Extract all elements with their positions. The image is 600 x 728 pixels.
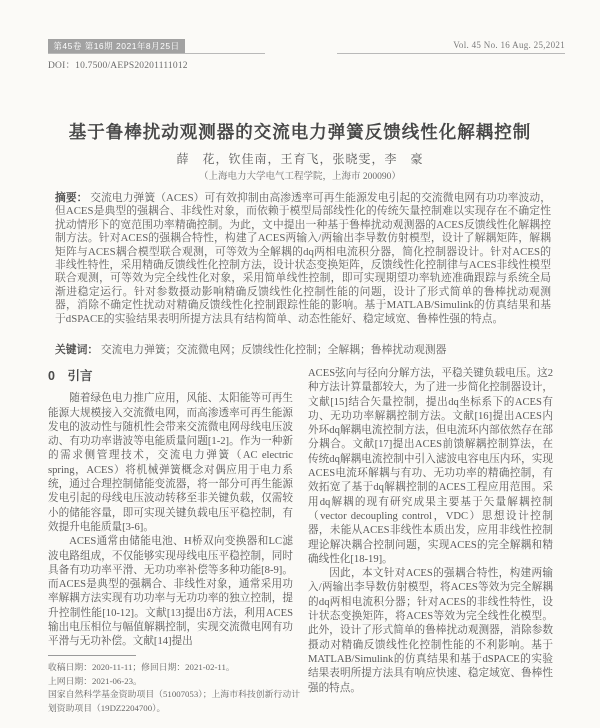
abstract-label: 摘要：: [55, 192, 88, 204]
right-column: [308, 367, 553, 714]
header-rule-right: [337, 53, 565, 54]
header-rule-left: [48, 53, 265, 54]
authors-line: 薛 花，钦佳南，王育飞，张晓雯，李 豪: [176, 152, 424, 166]
volume-info-en: Vol. 45 No. 16 Aug. 25,2021: [453, 40, 565, 50]
paragraph-intro-2: ACES通常由储能电池、H桥双向变换器和LC滤波电路组成，不仅能够实现母线电压平稳控制，同时具备有功功率平滑、无功功率补偿等多种功能[8-9]。而ACES是典型的强耦合、非线性对象，通常采用功率解耦方法实现有功功率与无功功率的独立控制，提升控制性能[10-12]。文献[13]提出δ方法，利用ACES输出电压相位与幅值解耦控制，实现交流微电网有功平滑与无功补偿。文献[14]提出: [48, 536, 293, 648]
keywords-block: [55, 344, 551, 357]
funding-note: 国家自然科学基金资助项目（51007053）；上海市科技创新行动计划资助项目（19DZ2204700）。: [48, 689, 300, 713]
footnote-divider: [48, 655, 136, 656]
footnote-block: [48, 655, 300, 715]
received-revised-dates: 收稿日期：2020-11-11；修回日期：2021-02-11。: [48, 662, 235, 672]
issue-badge: 第45卷 第16期 2021年8月25日: [48, 39, 185, 53]
online-date: 上网日期：2021-06-23。: [48, 675, 142, 686]
paper-title: 基于鲁棒扰动观测器的交流电力弹簧反馈线性化解耦控制: [68, 122, 532, 142]
affiliation-line: （上海电力大学电气工程学院，上海市 200090）: [199, 172, 401, 182]
left-column: [48, 367, 293, 652]
keywords-text: 交流电力弹簧；交流微电网；反馈线性化控制；全解耦；鲁棒扰动观测器: [100, 344, 447, 356]
paragraph-intro-3: ACES弦向与径向分解方法，平稳关键负载电压。这2种方法计算量都较大，为了进一步简化控制器设计，文献[15]结合矢量控制，提出dq坐标系下的ACES有功、无功功率解耦控制方法。文献[16]提出ACES内外环dq解耦电流控制方法，但电流环内部依然存在部分耦合。文献[17]提出ACES前馈解耦控制算法，在传统dq解耦电流控制中引入滤波电容电压内环，实现ACES电流环解耦与有功、无功功率的精确控制，有效拓宽了基于dq解耦控制的ACES工程应用范围。采用dq解耦的现有研究成果主要基于矢量解耦控制（vector decoupling control，VDC）思想设计控制器，未能从ACES非线性本质出发，应用非线性控制理论解决耦合控制问题，实现ACES的完全解耦和精确线性化[18-19]。: [308, 368, 553, 565]
paragraph-intro-4: 因此，本文针对ACES的强耦合特性，构建两输入/两输出李导数仿射模型，将ACES等效为完全解耦的dq两相电流积分器；针对ACES的非线性特性，设计状态变换矩阵，将ACES等效为完全线性化模型。此外，设计了形式简单的鲁棒扰动观测器，消除参数摄动对精确反馈线性化控制性能的不利影响。基于MATLAB/Simulink的仿真结果和基于dSPACE的实验结果表明所提方法具有响应快速、稳定域宽、鲁棒性强的特点。: [308, 568, 553, 694]
keywords-label: 关键词：: [55, 344, 99, 356]
paragraph-intro-1: 随着绿色电力推广应用，风能、太阳能等可再生能源大规模接入交流微电网，而高渗透率可再生能源发电的波动性与随机性会带来交流微电网母线电压波动、有功功率谐波等电能质量问题[1-2]。作为一种新的需求侧管理技术，交流电力弹簧（AC electric spring，ACES）将机械弹簧概念对偶应用于电力系统，通过合理控制储能变流器，将一部分可再生能源发电引起的母线电压波动转移至非关键负载，仅需较小的储能容量，即可实现关键负载电压平稳控制，有效提升电能质量[3-6]。: [48, 393, 293, 533]
doi-text: DOI：10.7500/AEPS20201111012: [48, 61, 188, 71]
abstract-block: [55, 192, 551, 326]
abstract-text: 交流电力弹簧（ACES）可有效抑制由高渗透率可再生能源发电引起的交流微电网有功功率波动，但ACES是典型的强耦合、非线性对象，而依赖于模型局部线性化的传统矢量控制难以实现存在不确定性扰动情形下的宽范围功率精确控制。为此，文中提出一种基于鲁棒扰动观测器的ACES反馈线性化解耦控制方法。针对ACES的强耦合特性，构建了ACES两输入/两输出李导数仿射模型，设计了解耦矩阵，解耦矩阵与ACES耦合模型联合观测，可等效为全解耦的dq两相电流积分器，简化控制器设计。针对ACES的非线性特性，采用精确反馈线性化控制方法，设计状态变换矩阵，反馈线性化控制律与ACES非线性模型联合观测，可等效为完全线性化对象，采用简单线性控制，即可实现期望功率轨迹准确跟踪与系统全局渐进稳定运行。针对参数摄动影响精确反馈线性化控制性能的问题，设计了形式简单的鲁棒扰动观测器，消除不确定性扰动对精确反馈线性化控制跟踪性能的影响。基于MATLAB/Simulink的仿真结果和基于dSPACE的实验结果表明所提方法具有结构简单、动态性能好、稳定域宽、鲁棒性强的特点。: [55, 192, 551, 325]
section-heading-introduction: 0 引言: [48, 369, 93, 383]
